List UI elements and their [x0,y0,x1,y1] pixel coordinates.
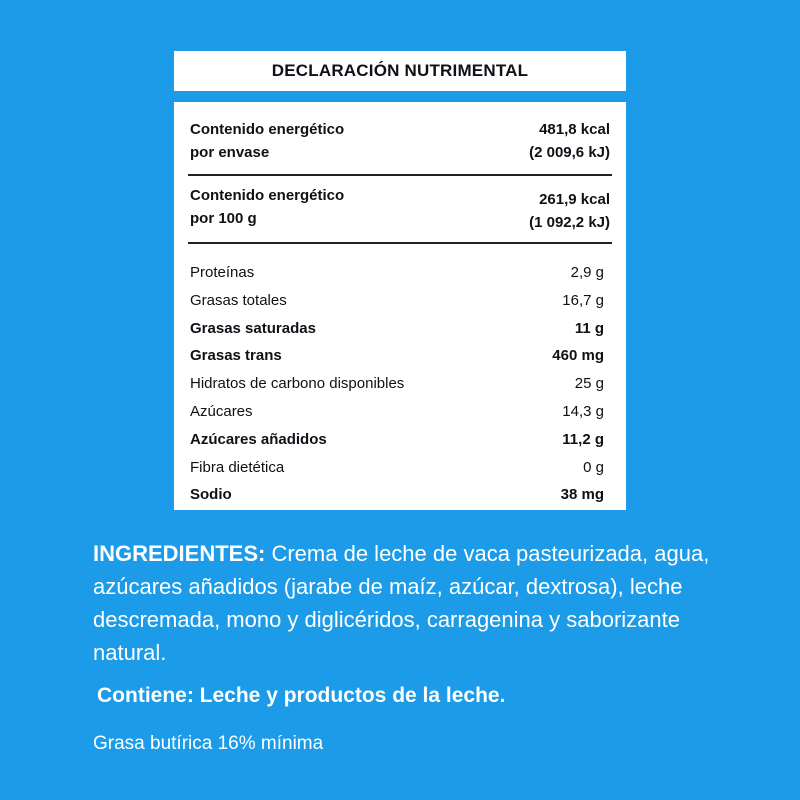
nutrient-row-hidratos-de-carbono [190,370,604,398]
table-divider [188,174,612,176]
nutrient-row-grasas-totales [190,287,604,315]
nutrition-title-text: DECLARACIÓN NUTRIMENTAL [271,61,529,80]
energy-per-100g-kcal: 261,9 kcal [539,191,610,208]
nutrient-row-proteinas [190,259,604,287]
nutrient-name: Azúcares [190,402,253,420]
energy-per-100g-kj: (1 092,2 kJ) [529,214,610,231]
nutrient-value: 460 mg [552,347,604,365]
table-divider [188,242,612,244]
nutrient-name: Grasas trans [190,347,282,365]
nutrient-name: Grasas totales [190,291,287,309]
nutrient-name: Proteínas [190,264,255,281]
ingredients-paragraph [93,537,733,669]
nutrient-row-azucares [190,398,604,426]
energy-per-package-kj: (2 009,6 kJ) [529,144,610,161]
allergen-statement: Contiene: Leche y productos de la leche. [97,684,506,707]
nutrient-value: 2,9 g [570,264,604,281]
nutrient-value: 16,7 g [562,291,604,309]
nutrient-value: 38 mg [560,486,604,504]
energy-per-100g-row [190,184,610,234]
nutrition-facts-title [174,51,626,91]
energy-per-package-label-line2: por envase [190,144,270,161]
energy-per-package-label-line1: Contenido energético [190,121,345,138]
energy-per-package-value [529,118,610,164]
nutrient-name: Grasas saturadas [190,319,316,337]
ingredients-text: Crema de leche de vaca pasteurizada, agua, azúcares añadidos (jarabe de maíz, azúcar, dextrosa), leche descremada, mono y diglicéridos, carragenina y saborizante natural. [93,541,710,665]
energy-per-100g-label [190,184,344,234]
nutrient-value: 0 g [583,458,604,476]
energy-per-100g-value [529,184,610,234]
nutrient-value: 14,3 g [562,402,604,420]
nutrient-row-grasas-trans [190,342,604,370]
nutrient-value: 11,2 g [562,430,604,448]
ingredients-label: INGREDIENTES: [93,541,266,566]
butterfat-note: Grasa butírica 16% mínima [93,733,324,754]
nutrient-name: Hidratos de carbono disponibles [190,375,405,393]
nutrient-row-azucares-anadidos [190,426,604,454]
nutrient-row-fibra-dietetica [190,454,604,482]
nutrient-name: Azúcares añadidos [190,430,327,448]
energy-per-100g-label-line2: por 100 g [190,210,257,227]
nutrient-name: Sodio [190,486,232,504]
nutrient-value: 11 g [574,319,604,337]
nutrient-row-grasas-saturadas [190,315,604,343]
energy-per-package-row [190,118,610,164]
nutrient-row-sodio [190,481,604,509]
nutrient-name: Fibra dietética [190,458,285,476]
nutrient-value: 25 g [574,375,604,393]
energy-per-100g-label-line1: Contenido energético [190,187,345,204]
nutrition-facts-table [174,102,626,510]
nutrient-list [190,259,604,509]
energy-per-package-label [190,118,344,164]
energy-per-package-kcal: 481,8 kcal [539,121,610,138]
